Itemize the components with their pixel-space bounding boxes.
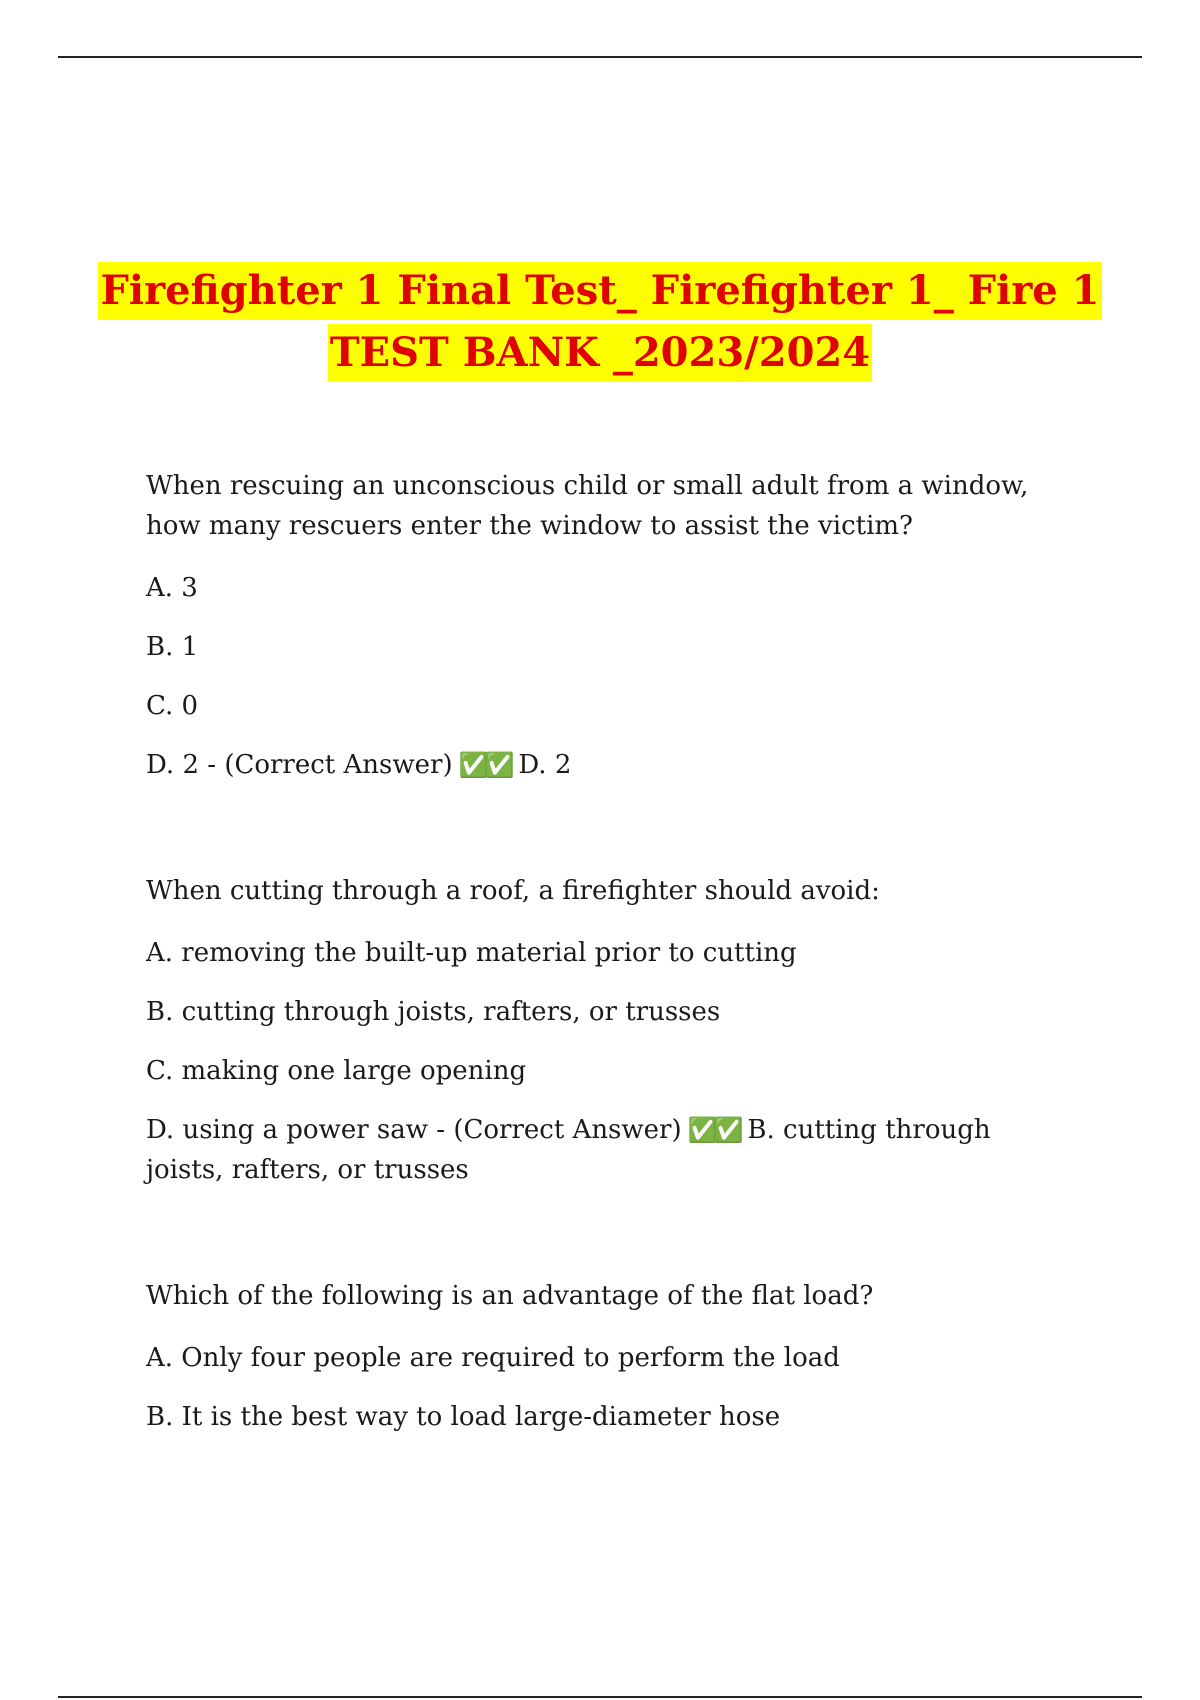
option-b: B. cutting through joists, rafters, or trusses [146, 997, 721, 1027]
option-b: B. 1 [146, 632, 199, 662]
correct-answer-label: (Correct Answer) [453, 1115, 682, 1145]
option-d-with-answer [146, 1110, 1046, 1190]
option-d: D. 2 - [146, 750, 225, 780]
option-d: D. using a power saw - [146, 1115, 454, 1145]
question-spacer [146, 785, 1046, 871]
option-c: C. making one large opening [146, 1056, 527, 1086]
header-rule [58, 56, 1142, 58]
option-d-with-answer [146, 745, 1046, 785]
document-title [0, 262, 1200, 382]
question-spacer [146, 1190, 1046, 1276]
option-c: C. 0 [146, 691, 199, 721]
footer-rule [58, 1696, 1142, 1698]
question-block-1 [146, 466, 1046, 785]
question-block-3 [146, 1276, 1046, 1437]
double-check-icon: ✅✅ [687, 1116, 740, 1144]
option-b: B. It is the best way to load large-diameter hose [146, 1402, 781, 1432]
question-text: When rescuing an unconscious child or small adult from a window, how many rescuers enter the window to assist the victim? [146, 471, 1029, 541]
question-text: Which of the following is an advantage of the flat load? [146, 1281, 874, 1311]
question-list [146, 466, 1046, 1456]
option-a: A. 3 [146, 573, 198, 603]
double-check-icon: ✅✅ [458, 751, 511, 779]
correct-answer-value: D. 2 [518, 750, 572, 780]
question-text: When cutting through a roof, a firefighter should avoid: [146, 876, 880, 906]
correct-answer-label: (Correct Answer) [224, 750, 453, 780]
option-a: A. Only four people are required to perform the load [146, 1343, 840, 1373]
title-line-1: Firefighter 1 Final Test_ Firefighter 1_ Fire 1 [98, 262, 1101, 320]
correct-answer-value: B. cutting through joists, rafters, or trusses [146, 1115, 991, 1185]
question-block-2 [146, 871, 1046, 1190]
option-a: A. removing the built-up material prior to cutting [146, 938, 797, 968]
title-line-2: TEST BANK _2023/2024 [328, 324, 872, 382]
